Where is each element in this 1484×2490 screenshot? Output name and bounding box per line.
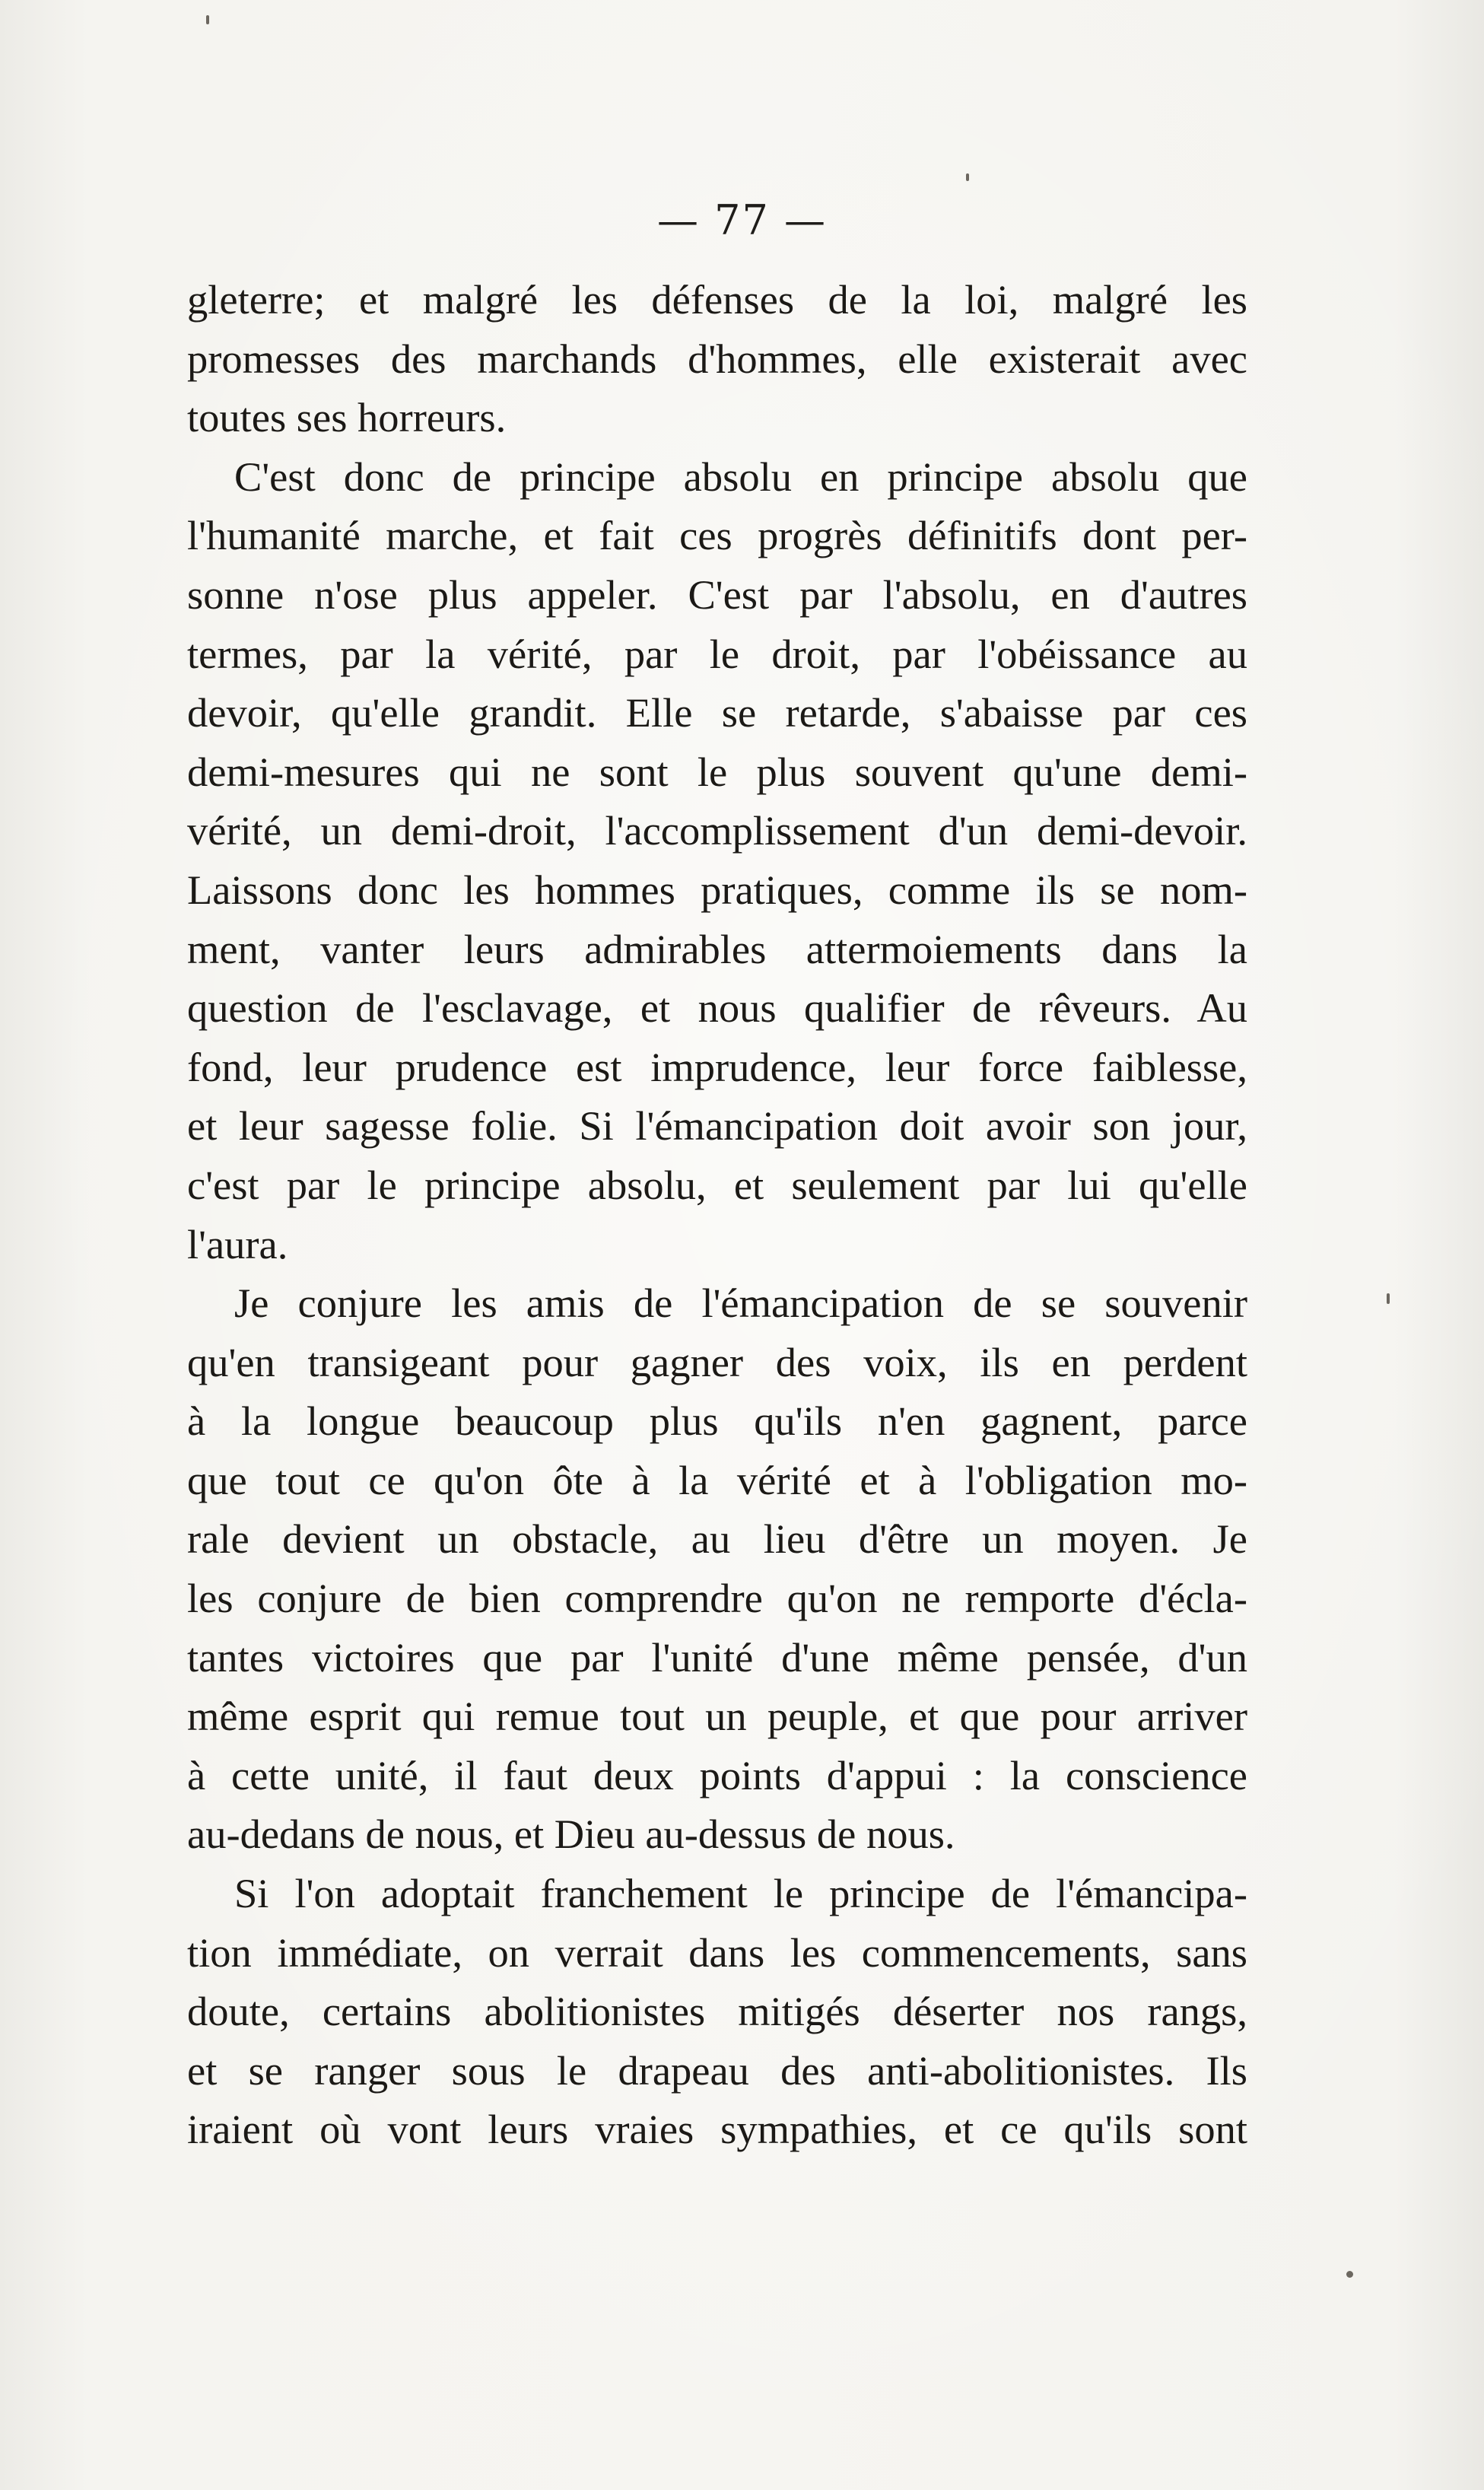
text-line: rale devient un obstacle, au lieu d'être un moyen. Je (187, 1515, 1247, 1563)
text-line: et se ranger sous le drapeau des anti-abolitionistes. Ils (187, 2046, 1247, 2094)
text-line: l'aura. (187, 1220, 288, 1267)
text-line: devoir, qu'elle grandit. Elle se retarde, s'abaisse par ces (187, 689, 1247, 736)
text-line: les conjure de bien comprendre qu'on ne remporte d'écla- (187, 1575, 1247, 1622)
text-line: tantes victoires que par l'unité d'une même pensée, d'un (187, 1633, 1247, 1681)
text-line: à cette unité, il faut deux points d'appui : la conscience (187, 1751, 1247, 1798)
ink-speck (966, 173, 969, 181)
text-line: qu'en transigeant pour gagner des voix, ils en perdent (187, 1338, 1247, 1385)
paragraph-first-line: C'est donc de principe absolu en principe absolu que (234, 453, 1247, 500)
text-line: même esprit qui remue tout un peuple, et que pour arriver (187, 1693, 1247, 1740)
text-line: à la longue beaucoup plus qu'ils n'en gagnent, parce (187, 1398, 1247, 1445)
text-line: ment, vanter leurs admirables attermoiements dans la (187, 925, 1247, 972)
text-line: promesses des marchands d'hommes, elle existerait avec (187, 335, 1247, 382)
page-number: — 77 — (656, 196, 828, 244)
text-line: gleterre; et malgré les défenses de la loi, malgré les (187, 276, 1247, 323)
text-line: doute, certains abolitionistes mitigés déserter nos rangs, (187, 1988, 1247, 2035)
text-line: iraient où vont leurs vraies sympathies, et ce qu'ils sont (187, 2106, 1247, 2153)
text-line: et leur sagesse folie. Si l'émancipation doit avoir son jour, (187, 1102, 1247, 1150)
text-line: demi-mesures qui ne sont le plus souvent qu'une demi- (187, 748, 1247, 795)
ink-speck (1387, 1293, 1390, 1304)
text-line: l'humanité marche, et fait ces progrès définitifs dont per- (187, 512, 1247, 559)
text-line: au-dedans de nous, et Dieu au-dessus de nous. (187, 1811, 955, 1858)
text-line: question de l'esclavage, et nous qualifier de rêveurs. Au (187, 984, 1247, 1032)
text-line: que tout ce qu'on ôte à la vérité et à l'obligation mo- (187, 1456, 1247, 1503)
text-line: Laissons donc les hommes pratiques, comme ils se nom- (187, 866, 1247, 913)
text-line: sonne n'ose plus appeler. C'est par l'absolu, en d'autres (187, 571, 1247, 618)
text-line: vérité, un demi-droit, l'accomplissement d'un demi-devoir. (187, 807, 1247, 854)
ink-speck (1346, 2271, 1353, 2278)
text-line: fond, leur prudence est imprudence, leur force faiblesse, (187, 1043, 1247, 1090)
ink-speck (206, 15, 209, 24)
text-line: c'est par le principe absolu, et seulement par lui qu'elle (187, 1161, 1247, 1208)
text-line: termes, par la vérité, par le droit, par l'obéissance au (187, 630, 1247, 677)
body-text (187, 270, 1247, 2159)
paragraph-first-line: Je conjure les amis de l'émancipation de se souvenir (234, 1280, 1247, 1327)
text-line: tion immédiate, on verrait dans les commencements, sans (187, 1929, 1247, 1976)
text-line: toutes ses horreurs. (187, 394, 507, 441)
paragraph-first-line: Si l'on adoptait franchement le principe de l'émancipa- (234, 1870, 1247, 1917)
